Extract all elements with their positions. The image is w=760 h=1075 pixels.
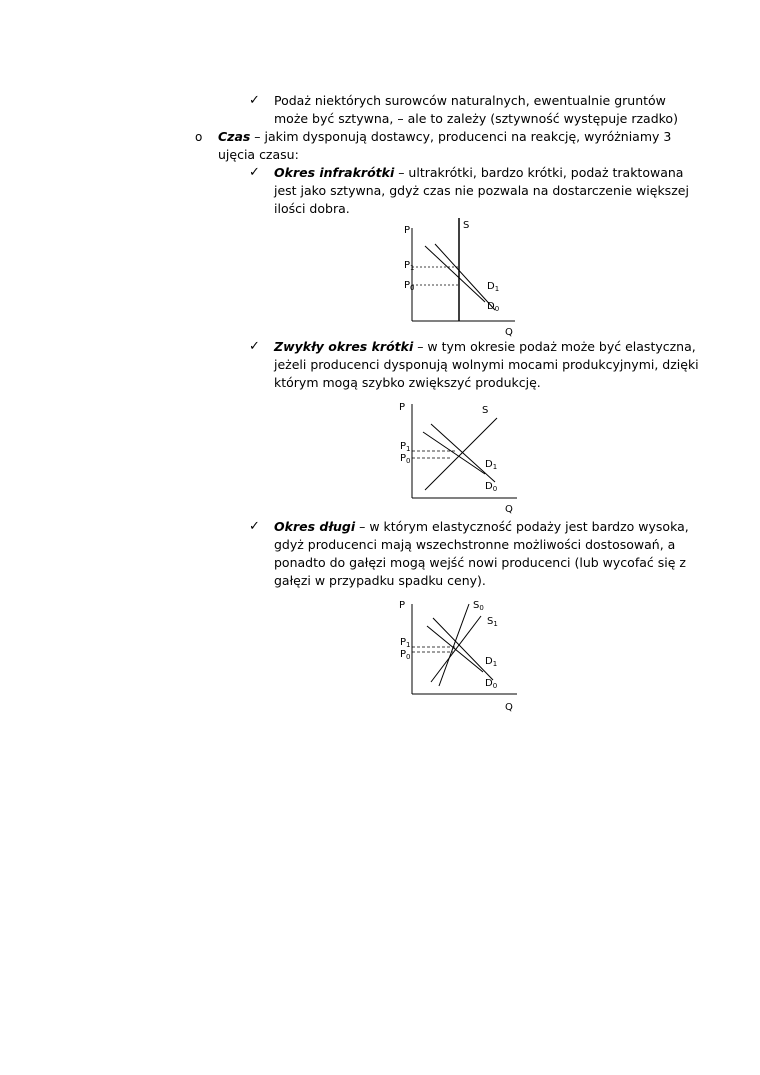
demand-curve-d1	[427, 626, 483, 672]
label-p1: $P_1$	[400, 441, 411, 453]
label-s1: $S_1$	[487, 616, 498, 628]
long-term: Okres długi	[274, 519, 356, 534]
axis-label-p: P	[399, 402, 406, 413]
checkmark-icon: ✓	[249, 339, 260, 354]
axis-label-q: Q	[505, 327, 513, 338]
long-line-1	[274, 518, 689, 536]
label-d0: $D_0$	[485, 678, 498, 690]
normal-short-run-graph	[395, 394, 525, 516]
axis-label-p: P	[404, 225, 411, 236]
label-d1: $D_1$	[485, 459, 498, 471]
infra-line-1	[274, 164, 683, 182]
label-s: S	[463, 220, 470, 231]
infra-term: Okres infrakrótki	[274, 165, 395, 180]
infra-line-1-rest: – ultrakrótki, bardzo krótki, podaż traktowana	[394, 165, 684, 180]
label-p0: $P_0$	[400, 453, 411, 465]
long-line-1-rest: – w którym elastyczność podaży jest bardzo wysoka,	[355, 519, 689, 534]
label-p1: $P_1$	[400, 637, 411, 649]
label-d1: $D_1$	[487, 281, 500, 293]
label-s0: $S_0$	[473, 600, 484, 612]
time-line-1	[218, 128, 671, 146]
time-line-2: ujęcia czasu:	[218, 147, 299, 162]
checkmark-icon: ✓	[249, 165, 260, 180]
short-line-3: którym mogą szybko zwiększyć produkcję.	[274, 375, 541, 390]
supply-curve-s0	[439, 604, 469, 686]
demand-curve-d0	[435, 244, 495, 310]
supply-curve-s1	[431, 616, 481, 682]
circle-bullet-icon: o	[195, 130, 203, 144]
axis-label-p: P	[399, 600, 406, 611]
short-line-1-rest: – w tym okresie podaż może być elastyczna,	[413, 339, 696, 354]
axis-label-q: Q	[505, 702, 513, 713]
time-line-1-rest: – jakim dysponują dostawcy, producenci na reakcję, wyróżniamy 3	[250, 129, 672, 144]
label-s: S	[482, 405, 489, 416]
label-p1: $P_1$	[404, 260, 415, 272]
demand-curve-d1	[423, 432, 485, 474]
long-line-4: gałęzi w przypadku spadku ceny).	[274, 573, 486, 588]
infra-short-run-graph	[395, 214, 525, 339]
label-d1: $D_1$	[485, 656, 498, 668]
supply-line-2: może być sztywna, – ale to zależy (sztywność występuje rzadko)	[274, 111, 678, 126]
short-line-1	[274, 338, 696, 356]
infra-line-3: ilości dobra.	[274, 201, 350, 216]
supply-line-1: Podaż niektórych surowców naturalnych, ewentualnie gruntów	[274, 93, 666, 108]
short-term: Zwykły okres krótki	[274, 339, 414, 354]
label-d0: $D_0$	[485, 481, 498, 493]
label-p0: $P_0$	[400, 649, 411, 661]
time-term: Czas	[218, 129, 251, 144]
checkmark-icon: ✓	[249, 93, 260, 108]
long-run-graph	[395, 592, 525, 716]
axis-label-q: Q	[505, 504, 513, 515]
checkmark-icon: ✓	[249, 519, 260, 534]
label-p0: $P_0$	[404, 280, 415, 292]
demand-curve-d0	[433, 618, 493, 680]
infra-line-2: jest jako sztywna, gdyż czas nie pozwala na dostarczenie większej	[274, 183, 689, 198]
long-line-2: gdyż producenci mają wszechstronne możliwości dostosowań, a	[274, 537, 676, 552]
label-d0: $D_0$	[487, 301, 500, 313]
long-line-3: ponadto do gałęzi mogą wejść nowi producenci (lub wycofać się z	[274, 555, 686, 570]
short-line-2: jeżeli producenci dysponują wolnymi mocami produkcyjnymi, dzięki	[274, 357, 699, 372]
demand-curve-d1	[425, 246, 485, 302]
demand-curve-d0	[431, 424, 498, 482]
